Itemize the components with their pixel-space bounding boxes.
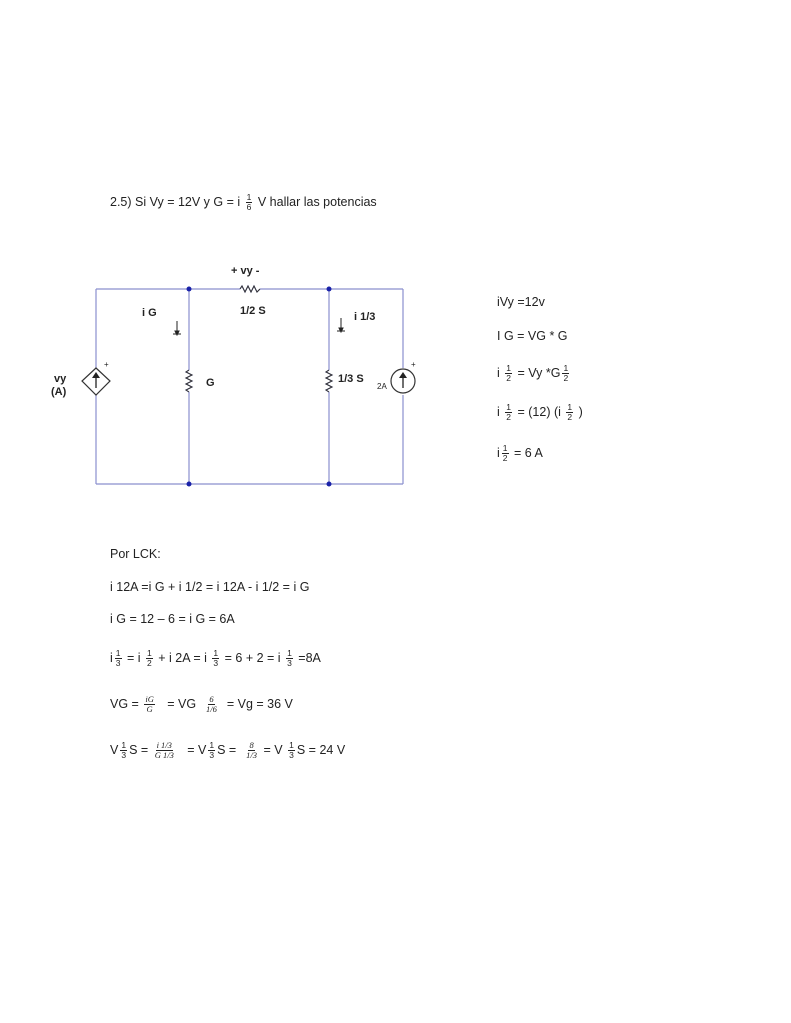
label-ig: i G — [142, 307, 157, 319]
side-line-3: i $\frac{1}{2}$ = Vy *G $\frac{1}{2}$ — [497, 363, 569, 383]
fraction: $\frac{1}{2}$ — [506, 363, 511, 383]
label-plus-right: + — [411, 360, 416, 369]
fraction: $\frac{1}{3}$ — [213, 648, 219, 668]
label-13s: 1/3 S — [338, 373, 364, 385]
label-i13: i 1/3 — [354, 311, 376, 323]
side-line-5: i $\frac{1}{2}$ = 6 A — [497, 443, 543, 463]
lck-line-5: V $\frac{1}{3}$ S = $\frac{i 1/3}{G 1/3}$ = V $\frac{1}{3}$ S = $\frac{8}{1/3}$ = V $\frac{1}{3}$ S = 24 V — [110, 740, 346, 760]
fraction: $\frac{1}{2}$ — [567, 402, 573, 422]
label-a: (A) — [51, 386, 67, 398]
lck-line-4: VG = $\frac{iG}{G}$ = VG $\frac{6}{1/6}$ = Vg = 36 V — [110, 694, 293, 714]
lck-line-3: i $\frac{1}{3}$ = i $\frac{1}{2}$ + i 2A = i $\frac{1}{3}$ = 6 + 2 = i $\frac{1}{3}$ =8A — [110, 648, 321, 668]
fraction: $\frac{1}{3}$ — [289, 740, 294, 760]
fraction: $\frac{1}{2}$ — [502, 443, 508, 463]
label-half-s: 1/2 S — [240, 305, 266, 317]
lck-line-2: i G = 12 – 6 = i G = 6A — [110, 612, 235, 626]
fraction: $\frac{1}{6}$ — [246, 192, 252, 212]
current-arrow-ig — [173, 321, 181, 335]
fraction: $\frac{1}{2}$ — [147, 648, 152, 668]
label-vy: vy — [54, 373, 67, 385]
fraction: $\frac{1}{2}$ — [563, 363, 569, 383]
current-source — [391, 369, 415, 393]
dependent-current-source — [82, 368, 110, 395]
side-line-2: I G = VG * G — [497, 329, 568, 343]
label-plus-left: + — [104, 360, 109, 369]
side-line-1: iVy =12v — [497, 295, 545, 309]
side-line-4: i $\frac{1}{2}$ = (12) (i $\frac{1}{2}$ ) — [497, 402, 583, 422]
fraction: $\frac{8}{1/3}$ — [246, 740, 258, 760]
current-arrow-i13 — [337, 318, 345, 332]
fraction: $\frac{1}{3}$ — [115, 648, 121, 668]
fraction: $\frac{1}{3}$ — [209, 740, 215, 760]
problem-prefix: 2.5) Si Vy = 12V y G = i — [110, 194, 241, 209]
fraction: $\frac{1}{3}$ — [121, 740, 127, 760]
fraction: $\frac{i 1/3}{G 1/3}$ — [154, 740, 174, 760]
label-g: G — [206, 377, 215, 389]
lck-line-1: i 12A =i G + i 1/2 = i 12A - i 1/2 = i G — [110, 580, 310, 594]
fraction: $\frac{iG}{G}$ — [145, 694, 154, 714]
fraction: $\frac{1}{2}$ — [506, 402, 511, 422]
lck-title: Por LCK: — [110, 547, 161, 561]
fraction: $\frac{1}{3}$ — [287, 648, 292, 668]
problem-suffix: V hallar las potencias — [257, 194, 377, 209]
label-2a: 2A — [377, 382, 387, 391]
label-vy-top: + vy - — [231, 265, 260, 277]
fraction: $\frac{6}{1/6}$ — [206, 694, 217, 714]
